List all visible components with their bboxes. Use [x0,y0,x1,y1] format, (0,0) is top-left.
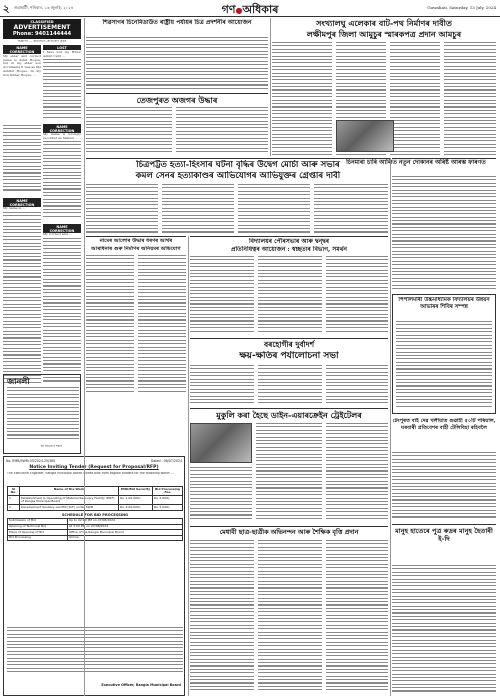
table-row: Bid Processing Online [8,535,183,541]
headline-main-1: চিত্ৰপট্টত হত্যা-হিংসাৰ ঘটনা বৃদ্ধিৰ উদ্বেগ মোৰ্চা আৰু সভাৰ [136,160,340,170]
classified-notice-2 [43,45,81,375]
tender-ref-left: No. RMB/SWM-03/2024-25/380 [6,459,56,463]
classified-label: CLASSIFIED [30,20,54,24]
classified-notice-1 [3,45,41,375]
notice-body: My Correct and ... [43,233,72,236]
logo-part-right: অধিকাৰ [242,3,279,16]
masthead [0,0,500,16]
schedule-title: SCHEDULE FOR BID PROCESSING [61,512,129,517]
date-left: গুৱাহাটী, শনিবাৰ, ১৩ জুলাই, ২০২৪ [14,5,74,10]
headline-mid-left: তেজপুৰত অজগৰ উদ্ধাৰ [136,95,218,105]
notice-heading: NAME CORRECTION [43,224,81,233]
headline-bottom-2: ক্ষয়-ক্ষতিৰ পৰ্যালোচনা সভা [239,351,339,361]
table-row: Place of Opening of Bid Office of the Rangia Municipal Board [8,530,183,536]
tender-table [7,486,183,511]
jankari-box [3,374,81,454]
headline-left-col: নামেৰ আলোৰ উদ্ধাৰ ধৰণৰ আৰ্থৰ [99,238,173,244]
table-row: Submission of Bid Up to 02:00 PM on 07/08/2024 [8,518,183,524]
tender-col-header: Bid Processing Fee [153,487,183,496]
classified-title: ADVERTISEMENT [13,24,71,31]
headline-center-2: প্ৰতিনিধিত্বৰ আয়োজন : স্বচ্ছতাৰ বিভাগ, সমৰ্থন [230,246,347,253]
headline-right-box: পিপলিমাৰী উচ্চমাধ্যমিক বিদ্যালয়ৰ উন্নয়ন আভাৰৰ শিবিৰ সম্পন্ন [398,297,490,310]
notice-heading: LOST [43,45,81,50]
logo-emblem-icon: ● [235,5,243,15]
notice-body: My name is ... [3,207,25,210]
headline-top-right-2: লক্ষীমপুৰ জিলা আমুচুৰ স্মাৰকপত্ৰ প্ৰদান আমচুৰ [306,29,462,39]
headline-top-left: শিৱসাগৰ চিনেমিডাউত ৰাষ্ট্ৰীয় পৰ্যায়ৰ চিত্ৰ প্ৰদৰ্শনীৰ আয়োজন [102,19,252,26]
headline-bottom-left: মুকুলি কৰা হৈছে ডাইন-এয়াৰক্ৰেইন ট্ৰেইটেলৰ [216,410,362,420]
headline-top-right-1: সংখ্যালঘু এলেকাৰ বাট-পথ নিৰ্মাণৰ দাবীত [316,18,452,28]
headline-mid-right: চিনমাৰা চাৰি আলিত নতুন দোকানৰ অৰিষ্ট আৰম্ভ ফাৰণত [346,159,486,166]
notice-heading: NAME CORRECTION [3,45,41,54]
table-row: 1. Establishment & Operating of Material Recovery Facility (MRF) of Rangia Municipal Board Rs. 1,00,000/- Rs. 5,000/- [8,496,183,505]
classified-subtitle: বিজ্ঞাপন — কাৰ্যালয়ত যোগাযোগ কৰক [17,40,67,43]
headline-right-2: টেংপুৰত বাই দেৱ খলীয়াত গুৱাহী ৫০টি পৰিয়াল, ঘৰবাৰী প্ৰতিবেশৰ বাহী টেলিবিহা ৰহিবলৈ [392,418,496,431]
notice-body: My elder and correct name is Ashif Hoque, but in my elder son documents it was as Md Ashiful Hoque. In my Son Ikhtar Hoque, ... [3,55,41,77]
headline-bottom-right: মানুহ হাতেৰে পুত্ৰ ৰুদ্ৰৰ মানুহ হৈতাৰী ই-দি [395,527,493,543]
headline-left-col-2: আৰাধনাৰ গুৰু নিৰ্মাণৰ অনিয়মৰ অভিযোগ [91,246,181,252]
right-feature-box [392,294,496,414]
logo-part-left: গণ [221,3,236,16]
date-right: Guwahati, Saturday, 13 July, 2024 [427,5,496,10]
tender-ref-right: Dated : 08/07/2024 [150,459,182,463]
tender-intro: The Executive Engineer, Rangia Municipal Board invites bids from eligible bidders for the following works ... [7,472,174,475]
tender-col-header: Sl No. [8,487,20,496]
notice-body: I have lost my HSLC Admit Card ... [43,51,81,58]
tender-title: Notice Inviting Tender (Request for Proposal/RFP) [29,465,159,470]
tender-notice [3,456,185,696]
headline-main-2: কমল সেনৰ হত্যাকাণ্ডৰ আভিযোগৰ আভিযুক্তৰ গ্ৰেপ্তাৰ দাবী [135,171,341,181]
tender-col-header: EMD/Bid Security [119,487,153,496]
classified-header [3,19,81,39]
headline-bottom-1: বৰহোগীৰ দুৰ্বাদৰ্শ [263,340,315,349]
news-photo [336,120,394,152]
news-photo [190,423,252,463]
table-row: Opening of Technical Bid At 3:00 PM on 07/08/2024 [8,524,183,530]
jankari-title: জানলী [7,376,30,386]
table-row: 2. Development Sanitary Landfill (SLF) under SWM Rs. 2,00,000/- Rs. 5,000/- [8,505,183,511]
tender-signature: Executive Officer, Rangia Municipal Board [101,683,181,687]
classified-phone: Phone: 9401144444 [12,31,72,37]
masthead-divider [0,16,500,17]
headline-bottom-center: মেধাবী ছাত্ৰ-ছাত্ৰীক অভিনন্দন আৰু শৈক্ষিক বৃত্তি প্ৰদান [219,528,359,536]
jankari-signature: শ্ৰী আবেদৰ শৰ্মাৰ [40,445,63,448]
tender-col-header: Name of the Work [20,487,119,496]
page-number: ২ [3,4,10,15]
notice-heading: NAME CORRECTION [3,198,41,207]
notice-body: My name is wrongly recorded as Samsul ... [43,133,81,140]
headline-center-1: বিদ্যালয়ৰ পৌৰসভাৰ আৰু দ্বন্দ্বৰ [248,238,330,245]
notice-heading: NAME CORRECTION [43,124,81,133]
schedule-table [7,518,183,541]
